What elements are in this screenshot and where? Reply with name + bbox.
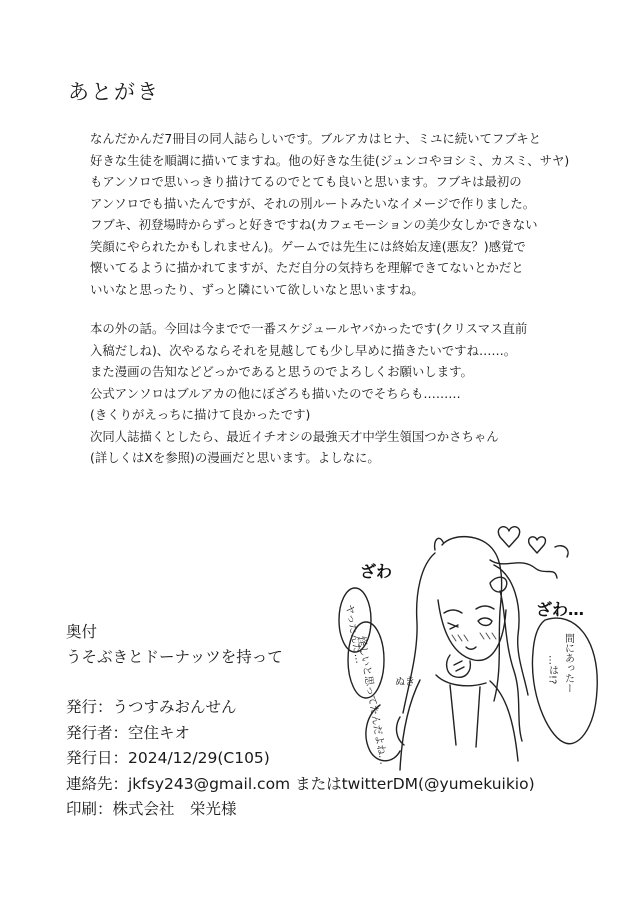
squiggle-doodle	[555, 546, 568, 557]
text-line: アンソロでも描いたんですが、それの別ルートみたいなイメージで作りました。	[90, 195, 536, 211]
text-line: (きくりがえっちに描けて良かったです)	[90, 407, 311, 422]
text-line: 懐いてるように描かれてますが、ただ自分の気持ちを理解できてないとかだと	[90, 260, 524, 275]
afterword-paragraph-2	[90, 318, 580, 469]
heart-doodle	[498, 527, 519, 547]
colophon-header	[66, 620, 283, 670]
face-outline	[438, 600, 506, 660]
colophon-details	[66, 695, 535, 823]
text-line: 次同人誌描くとしたら、最近イチオシの最強天才中学生領国つかさちゃん	[90, 428, 499, 444]
whisper-text: ぬき	[395, 677, 415, 688]
heart-doodle	[529, 537, 546, 553]
text-line: また漫画の告知などどっかであると思うのでよろしくお願いします。	[90, 364, 473, 379]
whisper-text: 怪しいと思ってたんだよね…	[355, 635, 389, 766]
eyes	[448, 618, 492, 629]
sfx-zawa-left: ざわ	[360, 562, 393, 581]
colophon-heading: 奥付	[66, 623, 98, 641]
text-line: 好きな生徒を順調に描いてますね。他の好きな生徒(ジュンコやヨシミ、カスミ、サヤ)	[90, 152, 570, 168]
eyebrows	[444, 606, 494, 613]
text-line: フブキ、初登場時からずっと好きですね(カフェモーションの美少女しかできない	[90, 217, 538, 232]
printer-info: 印刷：株式会社 栄光様	[66, 800, 237, 818]
mouth	[466, 647, 476, 649]
text-line: 入稿だしね)、次やるならそれを見越しても少し早めに描きたいですね……。	[90, 342, 517, 358]
bubble-text: 間にあったー	[562, 633, 574, 693]
afterword-title: あとがき	[68, 80, 160, 104]
blush-lines	[452, 633, 496, 641]
contact-info: 連絡先：jkfsy243@gmail.com またはtwitterDM(@yumekuikio)	[66, 774, 535, 793]
bubble-text: …は!?	[546, 655, 558, 685]
circle-name: 発行：うつすみおんせん	[66, 698, 237, 716]
text-line: もアンソロで思いっきり描けてるのでとても良いと思います。フブキは最初の	[90, 174, 522, 189]
sfx-zawa-right: ざわ…	[536, 600, 585, 619]
text-line: 笑顔にやられたかもしれません)。ゲームでは先生には終始友達(悪友？)感覚で	[90, 238, 526, 254]
publisher-name: 発行者：空住キオ	[66, 723, 191, 742]
text-line: (詳しくはXを参照)の漫画だと思います。よしなに。	[90, 450, 380, 465]
text-line: 公式アンソロはブルアカの他にぼざろも描いたのでそちらも………	[90, 385, 461, 401]
text-line: いいなと思ったり、ずっと隣にいて欲しいなと思いますね。	[90, 281, 424, 297]
publish-date: 発行日：2024/12/29(C105)	[66, 749, 270, 767]
hand	[447, 655, 471, 677]
text-line: 本の外の話。今回は今までで一番スケジュールヤバかったです(クリスマス直前	[90, 321, 528, 336]
book-title: うそぶきとドーナッツを持って	[66, 648, 283, 666]
text-line: なんだかんだ7冊目の同人誌らしいです。ブルアカはヒナ、ミユに続いてフブキと	[90, 131, 541, 146]
whisper-text: ヤったんだ…	[343, 603, 365, 665]
afterword-paragraph-1	[90, 128, 580, 300]
